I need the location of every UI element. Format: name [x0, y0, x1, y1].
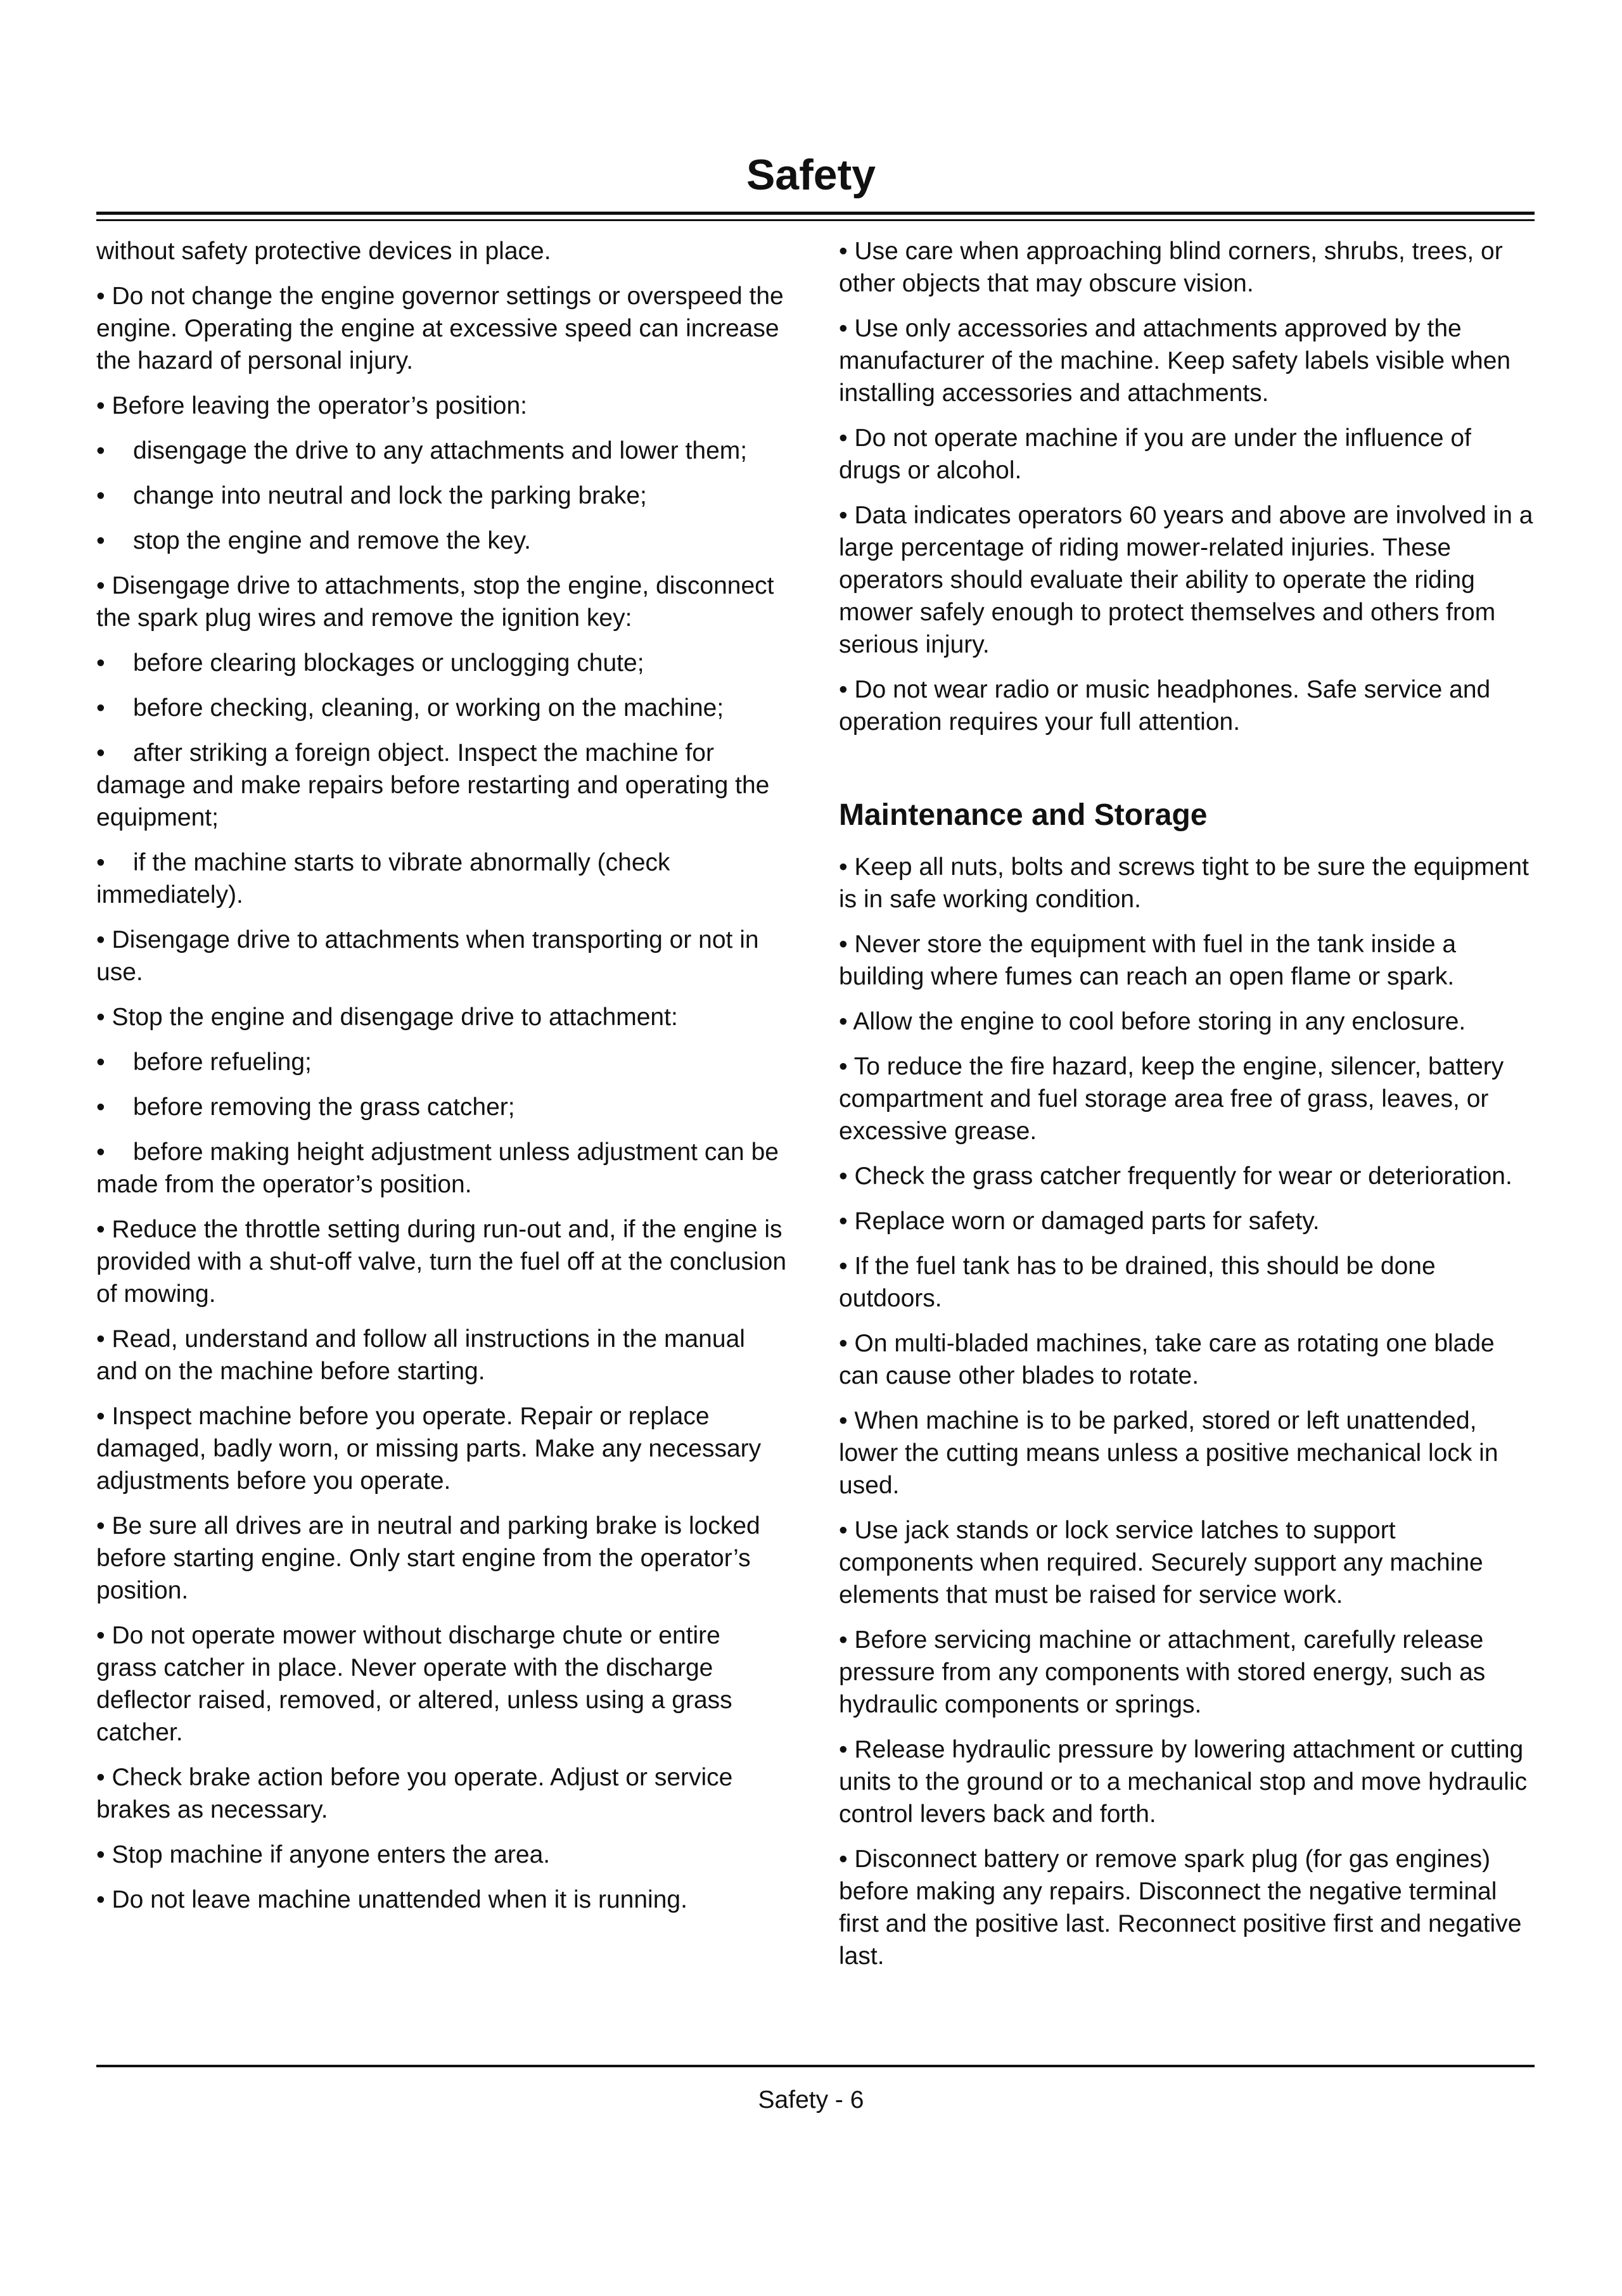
sub-bullet-text: disengage the drive to any attachments and lower them;	[133, 437, 748, 464]
header-rule-thin	[96, 219, 1535, 221]
bullet-icon: •	[96, 849, 105, 876]
bullet-item: • When machine is to be parked, stored or left unattended, lower the cutting means unless a positive mechanical lock in used.	[839, 1407, 1498, 1499]
sub-bullet-item	[96, 846, 787, 911]
bullet-item: • Do not wear radio or music headphones. Safe service and operation requires your full attention.	[839, 676, 1491, 736]
bullet-icon: •	[96, 739, 105, 767]
bullet-icon: •	[96, 649, 105, 677]
left-column	[96, 235, 787, 1929]
sub-bullet-item	[96, 737, 787, 834]
sub-bullet-item	[96, 525, 787, 557]
sub-bullet-text: before checking, cleaning, or working on the machine;	[133, 694, 724, 722]
page-title: Safety	[746, 151, 876, 199]
sub-bullet-text: before making height adjustment unless adjustment can be made from the operator’s position.	[96, 1138, 779, 1198]
bullet-item: • Reduce the throttle setting during run-out and, if the engine is provided with a shut-off valve, turn the fuel off at the conclusion of mowing.	[96, 1216, 787, 1308]
sub-bullet-item	[96, 1136, 787, 1201]
paragraph: without safety protective devices in place.	[96, 238, 551, 265]
bullet-item: • To reduce the fire hazard, keep the engine, silencer, battery compartment and fuel storage area free of grass, leaves, or excessive grease.	[839, 1053, 1504, 1145]
bullet-icon: •	[96, 1094, 105, 1121]
sub-bullet-text: stop the engine and remove the key.	[133, 527, 532, 554]
bullet-item: • Stop machine if anyone enters the area.	[96, 1841, 551, 1868]
header-rule-thick	[96, 212, 1535, 215]
bullet-icon: •	[96, 1049, 105, 1076]
sub-bullet-text: after striking a foreign object. Inspect the machine for damage and make repairs before restarting and operating the equipment;	[96, 739, 770, 831]
bullet-item: • Stop the engine and disengage drive to attachment:	[96, 1004, 678, 1031]
bullet-icon: •	[96, 1138, 105, 1166]
bullet-item: • Release hydraulic pressure by lowering attachment or cutting units to the ground or to a mechanical stop and move hydraulic control levers back and forth.	[839, 1736, 1528, 1828]
bullet-item: • Allow the engine to cool before storing in any enclosure.	[839, 1008, 1466, 1035]
bullet-item: • On multi-bladed machines, take care as rotating one blade can cause other blades to rotate.	[839, 1330, 1495, 1389]
bullet-item: • Do not operate machine if you are under the influence of drugs or alcohol.	[839, 424, 1471, 484]
sub-bullet-item	[96, 647, 787, 679]
bullet-item: • Never store the equipment with fuel in the tank inside a building where fumes can reach an open flame or spark.	[839, 931, 1457, 990]
sub-bullet-item	[96, 1046, 787, 1078]
sub-bullet-item	[96, 435, 787, 467]
right-column	[839, 235, 1535, 1985]
bullet-item: • Check the grass catcher frequently for wear or deterioration.	[839, 1163, 1512, 1190]
bullet-item: • Before servicing machine or attachment, carefully release pressure from any components with stored energy, such as hydraulic components or springs.	[839, 1626, 1486, 1718]
bullet-item: • Do not leave machine unattended when it is running.	[96, 1886, 687, 1913]
bullet-item: • Check brake action before you operate. Adjust or service brakes as necessary.	[96, 1764, 733, 1823]
footer-rule	[96, 2065, 1535, 2067]
section-heading: Maintenance and Storage	[839, 798, 1208, 832]
sub-bullet-item	[96, 1091, 787, 1123]
bullet-item: • Before leaving the operator’s position:	[96, 392, 527, 419]
bullet-item: • Disengage drive to attachments, stop the engine, disconnect the spark plug wires and remove the ignition key:	[96, 572, 774, 632]
bullet-icon: •	[96, 482, 105, 509]
bullet-item: • Replace worn or damaged parts for safety.	[839, 1208, 1320, 1235]
bullet-item: • Inspect machine before you operate. Repair or replace damaged, badly worn, or missing parts. Make any necessary adjustments before you operate.	[96, 1403, 762, 1495]
bullet-icon: •	[96, 694, 105, 722]
page-number: Safety - 6	[758, 2086, 864, 2114]
bullet-item: • Keep all nuts, bolts and screws tight to be sure the equipment is in safe working condition.	[839, 853, 1529, 913]
bullet-item: • If the fuel tank has to be drained, this should be done outdoors.	[839, 1253, 1436, 1312]
bullet-item: • Use jack stands or lock service latches to support components when required. Securely support any machine elements that must be raised for service work.	[839, 1517, 1483, 1609]
bullet-item: • Use only accessories and attachments approved by the manufacturer of the machine. Keep safety labels visible when installing accessories and attachments.	[839, 315, 1511, 407]
sub-bullet-text: before removing the grass catcher;	[133, 1094, 515, 1121]
bullet-item: • Do not change the engine governor settings or overspeed the engine. Operating the engine at excessive speed can increase the hazard of personal injury.	[96, 283, 784, 374]
bullet-item: • Do not operate mower without discharge chute or entire grass catcher in place. Never operate with the discharge deflector raised, removed, or altered, unless using a grass catcher.	[96, 1622, 732, 1746]
bullet-item: • Disengage drive to attachments when transporting or not in use.	[96, 926, 759, 986]
bullet-item: • Be sure all drives are in neutral and parking brake is locked before starting engine. Only start engine from the operator’s position.	[96, 1512, 760, 1604]
bullet-icon: •	[96, 527, 105, 554]
bullet-item: • Use care when approaching blind corners, shrubs, trees, or other objects that may obscure vision.	[839, 238, 1503, 297]
sub-bullet-item	[96, 692, 787, 724]
bullet-item: • Data indicates operators 60 years and above are involved in a large percentage of riding mower-related injuries. These operators should evaluate their ability to operate the riding mower safely enough to protect themselves and others from serious injury.	[839, 502, 1533, 658]
bullet-item: • Read, understand and follow all instructions in the manual and on the machine before starting.	[96, 1325, 745, 1385]
bullet-icon: •	[96, 437, 105, 464]
bullet-item: • Disconnect battery or remove spark plug (for gas engines) before making any repairs. Disconnect the negative terminal first and the positive last. Reconnect positive first and negative last.	[839, 1846, 1522, 1970]
sub-bullet-text: if the machine starts to vibrate abnormally (check immediately).	[96, 849, 670, 909]
sub-bullet-text: before refueling;	[133, 1049, 312, 1076]
sub-bullet-text: before clearing blockages or unclogging chute;	[133, 649, 644, 677]
sub-bullet-item	[96, 480, 787, 512]
sub-bullet-text: change into neutral and lock the parking brake;	[133, 482, 647, 509]
